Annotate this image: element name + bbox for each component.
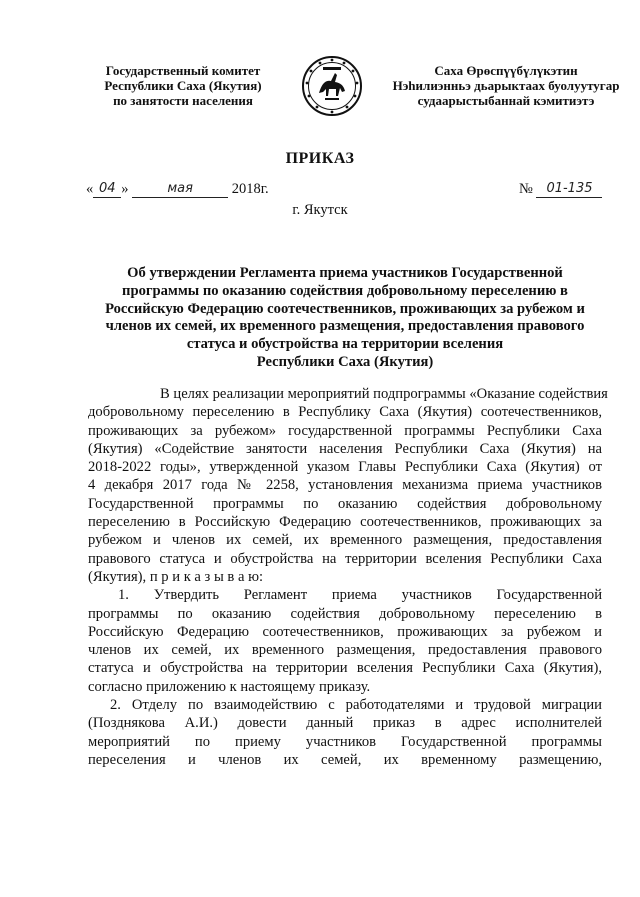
body-line: согласно приложению к настоящему приказу. bbox=[88, 678, 371, 695]
date-month: мая bbox=[132, 181, 228, 198]
date-close-quote: » bbox=[121, 181, 129, 197]
order-number bbox=[519, 181, 602, 198]
body-line: (Позднякова А.И.) довести данный приказ в адрес исполнителей bbox=[88, 715, 602, 732]
body-line: 2. Отделу по взаимодействию с работодателями и трудовой миграции bbox=[110, 697, 602, 714]
body-line: рубежом и членов их семей, их временного размещения, предоставления bbox=[88, 532, 602, 549]
subject-line: программы по оказанию содействия добровольному переселению в bbox=[122, 282, 568, 299]
header-left-organization bbox=[88, 63, 278, 108]
header-right-line: Саха Өрөспүүбүлүкэтин bbox=[434, 63, 578, 78]
date-open-quote: « bbox=[86, 181, 94, 197]
body-line: программы по оказанию содействия добровольному переселению в bbox=[88, 605, 602, 622]
number-prefix: № bbox=[519, 181, 533, 197]
header-right-line: судаарыстыбаннай кэмитиэтэ bbox=[417, 93, 595, 108]
date-day: 04 bbox=[93, 181, 121, 198]
document-body bbox=[88, 385, 608, 769]
body-line: Российскую Федерацию соотечественников, проживающих за рубежом и bbox=[88, 623, 602, 640]
header-right-organization bbox=[392, 63, 620, 108]
body-line: членов их семей, их временного размещения, предоставления правового bbox=[88, 642, 602, 659]
body-line: добровольному переселению в Республику Саха (Якутия) соотечественников, bbox=[88, 404, 602, 421]
body-line: правового статуса и обустройства на территории вселения Республики Саха bbox=[88, 550, 602, 567]
paragraph-item-2 bbox=[88, 696, 602, 769]
header-left-line: Государственный комитет bbox=[105, 63, 261, 78]
paragraph-preamble bbox=[88, 385, 608, 586]
body-line: (Якутия) «Содействие занятости населения Республики Саха (Якутия) на bbox=[88, 440, 602, 457]
body-line: (Якутия), п р и к а з ы в а ю: bbox=[88, 568, 264, 585]
coat-of-arms-icon bbox=[301, 55, 363, 117]
body-line: проживающих за рубежом» государственной программы Республики Саха bbox=[88, 422, 602, 439]
document-title: ПРИКАЗ bbox=[285, 150, 355, 167]
body-line: переселению в Российскую Федерацию соотечественников, проживающих за bbox=[88, 514, 602, 531]
city: г. Якутск bbox=[292, 202, 348, 218]
header-left-line: по занятости населения bbox=[113, 93, 253, 108]
subject-line: статуса и обустройства на территории вселения bbox=[186, 336, 504, 353]
header-right-line: Нэһилиэнньэ дьарыктаах буолуутугар bbox=[392, 78, 620, 93]
body-line: В целях реализации мероприятий подпрограммы «Оказание содействия bbox=[160, 386, 608, 402]
order-date bbox=[86, 181, 269, 198]
subject-line: членов их семей, их временного размещения, предоставления правового bbox=[105, 318, 585, 335]
subject-line: Республики Саха (Якутия) bbox=[256, 353, 434, 370]
body-line: 1. Утвердить Регламент приема участников Государственной bbox=[118, 587, 602, 604]
body-line: переселения и членов их семей, их временному размещению, bbox=[88, 751, 602, 768]
body-line: 2018-2022 годы», утвержденной указом Главы Республики Саха (Якутия) от bbox=[88, 459, 602, 476]
body-line: 4 декабря 2017 года № 2258, установления механизма приема участников bbox=[88, 477, 602, 494]
document-subject bbox=[88, 265, 602, 372]
subject-line: Российскую Федерацию соотечественников, проживающих за рубежом и bbox=[105, 300, 585, 317]
number-value: 01-135 bbox=[536, 181, 602, 198]
paragraph-item-1 bbox=[88, 586, 602, 696]
date-year: 2018г. bbox=[231, 181, 269, 197]
body-line: мероприятий по приему участников Государственной программы bbox=[88, 733, 602, 750]
subject-line: Об утверждении Регламента приема участников Государственной bbox=[127, 265, 563, 281]
body-line: Государственной программы по оказанию содействия добровольному bbox=[88, 495, 602, 512]
header-left-line: Республики Саха (Якутия) bbox=[104, 78, 262, 93]
body-line: статуса и обустройства на территории вселения Республики Саха (Якутия), bbox=[88, 660, 602, 677]
